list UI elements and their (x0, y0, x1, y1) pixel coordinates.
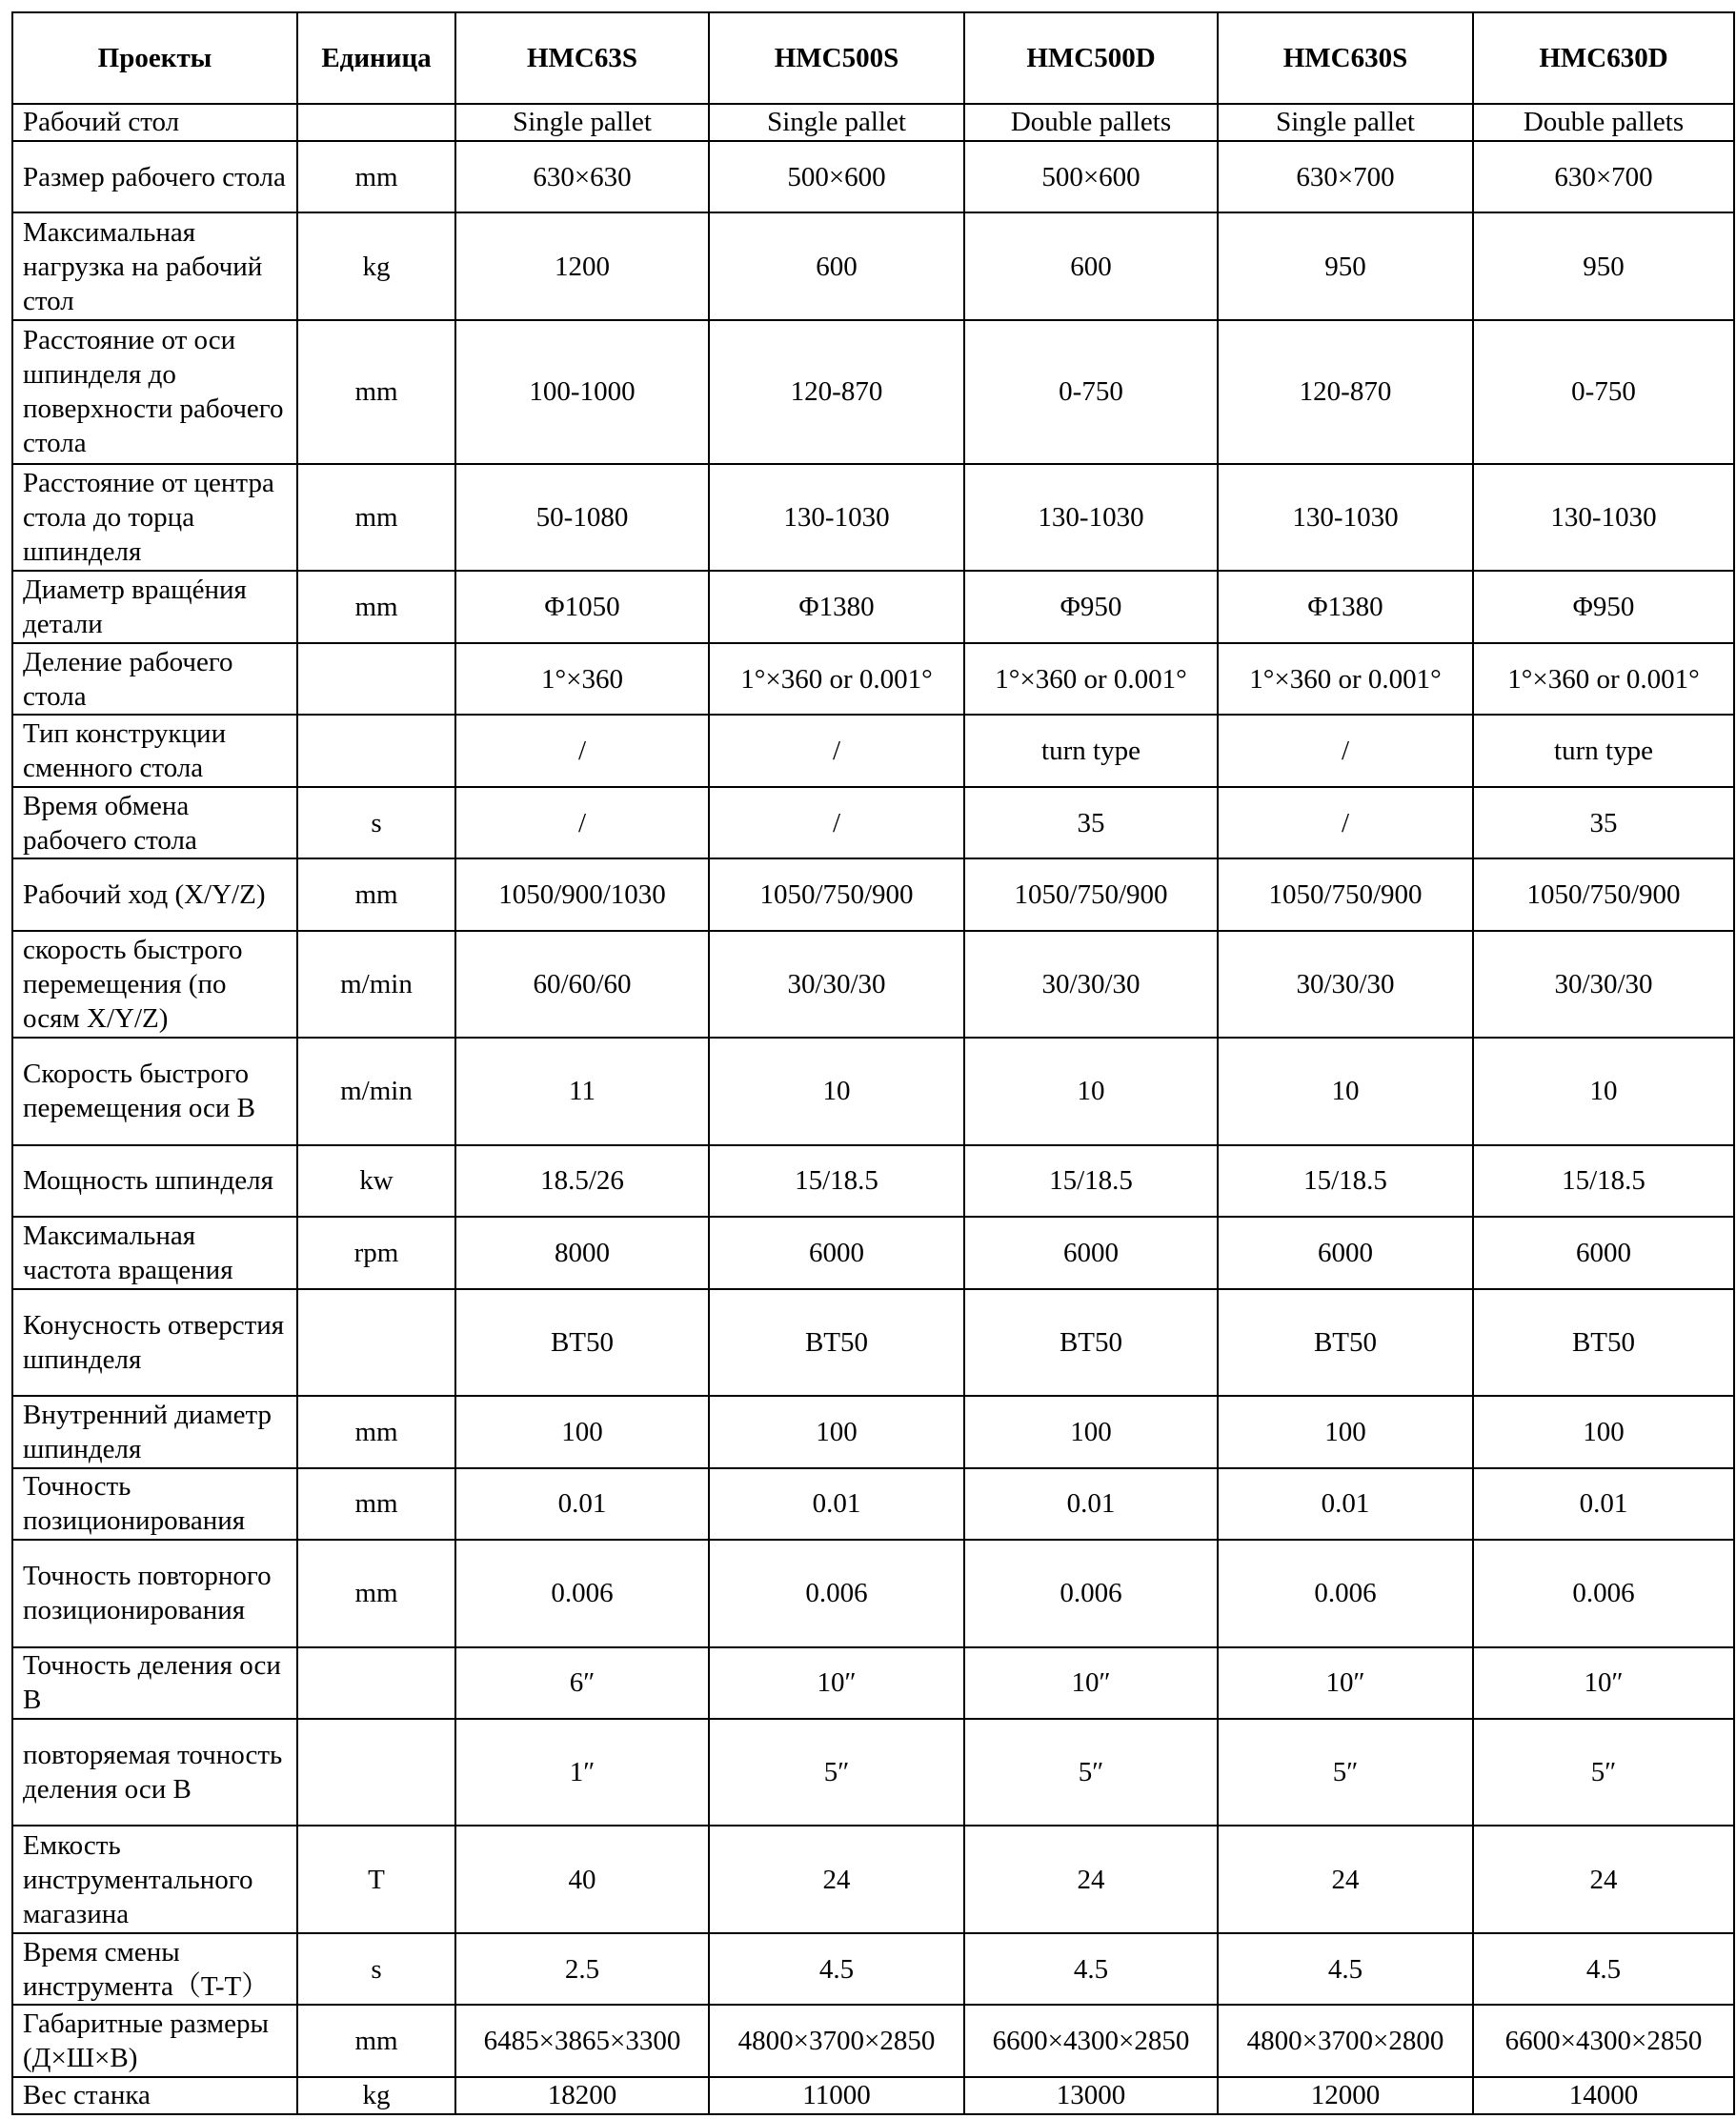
param-cell: Диаметр вращéния детали (12, 571, 297, 643)
table-row (12, 1719, 1734, 1826)
value-cell: 10 (1218, 1038, 1473, 1144)
value-cell: 15/18.5 (1473, 1145, 1734, 1218)
value-cell: 6000 (1218, 1217, 1473, 1289)
unit-cell (297, 1647, 455, 1720)
value-cell: 15/18.5 (1218, 1145, 1473, 1218)
value-cell: 4800×3700×2800 (1218, 2005, 1473, 2077)
unit-cell (297, 104, 455, 141)
param-cell: Точность позиционирования (12, 1468, 297, 1541)
value-cell: 600 (709, 212, 964, 319)
value-cell: 4.5 (1218, 1933, 1473, 2006)
value-cell: 130-1030 (1218, 464, 1473, 571)
table-row (12, 1933, 1734, 2006)
value-cell: 30/30/30 (1473, 931, 1734, 1038)
value-cell: 120-870 (1218, 320, 1473, 464)
value-cell: 10″ (1473, 1647, 1734, 1720)
value-cell: 30/30/30 (964, 931, 1218, 1038)
unit-cell: mm (297, 141, 455, 213)
table-row (12, 1396, 1734, 1468)
header-cell: HMC500D (964, 12, 1218, 104)
table-row (12, 2077, 1734, 2114)
value-cell: 4.5 (964, 1933, 1218, 2006)
value-cell: 130-1030 (964, 464, 1218, 571)
unit-cell: mm (297, 320, 455, 464)
value-cell: 5″ (1473, 1719, 1734, 1826)
value-cell: 13000 (964, 2077, 1218, 2114)
param-cell: Расстояние от оси шпинделя до поверхности рабочего стола (12, 320, 297, 464)
value-cell: Double pallets (1473, 104, 1734, 141)
value-cell: 30/30/30 (709, 931, 964, 1038)
table-row (12, 1289, 1734, 1396)
unit-cell: mm (297, 464, 455, 571)
value-cell: 0.01 (964, 1468, 1218, 1541)
value-cell: Φ1380 (1218, 571, 1473, 643)
value-cell: 10 (1473, 1038, 1734, 1144)
table-row (12, 1647, 1734, 1720)
value-cell: 6485×3865×3300 (455, 2005, 709, 2077)
unit-cell: s (297, 787, 455, 859)
unit-cell: mm (297, 1396, 455, 1468)
value-cell: 0.006 (709, 1540, 964, 1646)
value-cell: 6000 (1473, 1217, 1734, 1289)
value-cell: 15/18.5 (964, 1145, 1218, 1218)
value-cell: / (455, 787, 709, 859)
table-row (12, 1217, 1734, 1289)
param-cell: Мощность шпинделя (12, 1145, 297, 1218)
param-cell: Время обмена рабочего стола (12, 787, 297, 859)
table-row (12, 571, 1734, 643)
value-cell: 1°×360 or 0.001° (1218, 643, 1473, 716)
unit-cell (297, 1719, 455, 1826)
value-cell: 630×700 (1218, 141, 1473, 213)
value-cell: Single pallet (709, 104, 964, 141)
unit-cell: T (297, 1826, 455, 1932)
header-row (12, 12, 1734, 104)
value-cell: 12000 (1218, 2077, 1473, 2114)
value-cell: 11 (455, 1038, 709, 1144)
value-cell: 1°×360 or 0.001° (964, 643, 1218, 716)
value-cell: 950 (1218, 212, 1473, 319)
header-cell: Проекты (12, 12, 297, 104)
param-cell: Рабочий ход (X/Y/Z) (12, 858, 297, 931)
value-cell: 10 (709, 1038, 964, 1144)
unit-cell: kg (297, 212, 455, 319)
value-cell: 130-1030 (709, 464, 964, 571)
value-cell: 8000 (455, 1217, 709, 1289)
param-cell: Максимальная частота вращения (12, 1217, 297, 1289)
value-cell: BT50 (455, 1289, 709, 1396)
value-cell: / (455, 715, 709, 787)
value-cell: 5″ (964, 1719, 1218, 1826)
value-cell: 100 (455, 1396, 709, 1468)
spec-table (11, 11, 1735, 2115)
table-row (12, 1038, 1734, 1144)
value-cell: 1050/750/900 (964, 858, 1218, 931)
param-cell: Рабочий стол (12, 104, 297, 141)
value-cell: 6000 (709, 1217, 964, 1289)
table-row (12, 464, 1734, 571)
value-cell: 100 (709, 1396, 964, 1468)
value-cell: 0-750 (1473, 320, 1734, 464)
unit-cell: m/min (297, 931, 455, 1038)
value-cell: 1050/750/900 (1473, 858, 1734, 931)
param-cell: Максимальная нагрузка на рабочий стол (12, 212, 297, 319)
value-cell: 18.5/26 (455, 1145, 709, 1218)
param-cell: скорость быстрого перемещения (по осям X/Y/Z) (12, 931, 297, 1038)
value-cell: 500×600 (709, 141, 964, 213)
unit-cell: m/min (297, 1038, 455, 1144)
table-row (12, 104, 1734, 141)
value-cell: 0.006 (964, 1540, 1218, 1646)
param-cell: Точность деления оси B (12, 1647, 297, 1720)
table-row (12, 141, 1734, 213)
value-cell: 630×700 (1473, 141, 1734, 213)
unit-cell: mm (297, 1540, 455, 1646)
unit-cell: rpm (297, 1217, 455, 1289)
unit-cell (297, 643, 455, 716)
param-cell: Емкость инструментального магазина (12, 1826, 297, 1932)
header-cell: HMC63S (455, 12, 709, 104)
param-cell: Размер рабочего стола (12, 141, 297, 213)
value-cell: 1°×360 (455, 643, 709, 716)
table-row (12, 1826, 1734, 1932)
value-cell: 50-1080 (455, 464, 709, 571)
table-row (12, 931, 1734, 1038)
value-cell: 1050/900/1030 (455, 858, 709, 931)
value-cell: 0.006 (1218, 1540, 1473, 1646)
table-row (12, 320, 1734, 464)
unit-cell: mm (297, 1468, 455, 1541)
value-cell: 30/30/30 (1218, 931, 1473, 1038)
value-cell: 24 (1218, 1826, 1473, 1932)
table-row (12, 1145, 1734, 1218)
unit-cell: kg (297, 2077, 455, 2114)
value-cell: 18200 (455, 2077, 709, 2114)
param-cell: повторяемая точность деления оси B (12, 1719, 297, 1826)
value-cell: Φ1380 (709, 571, 964, 643)
value-cell: 100 (964, 1396, 1218, 1468)
table-row (12, 1468, 1734, 1541)
table-row (12, 212, 1734, 319)
header-cell: HMC500S (709, 12, 964, 104)
value-cell: 35 (964, 787, 1218, 859)
value-cell: 0.006 (455, 1540, 709, 1646)
param-cell: Точность повторного позиционирования (12, 1540, 297, 1646)
table-row (12, 858, 1734, 931)
param-cell: Вес станка (12, 2077, 297, 2114)
unit-cell (297, 1289, 455, 1396)
param-cell: Тип конструкции сменного стола (12, 715, 297, 787)
value-cell: 5″ (1218, 1719, 1473, 1826)
value-cell: 1200 (455, 212, 709, 319)
unit-cell: mm (297, 571, 455, 643)
param-cell: Время смены инструмента（T-T） (12, 1933, 297, 2006)
value-cell: 0-750 (964, 320, 1218, 464)
value-cell: Single pallet (1218, 104, 1473, 141)
value-cell: 6600×4300×2850 (964, 2005, 1218, 2077)
value-cell: 14000 (1473, 2077, 1734, 2114)
value-cell: / (709, 715, 964, 787)
value-cell: BT50 (1218, 1289, 1473, 1396)
value-cell: 6000 (964, 1217, 1218, 1289)
value-cell: 40 (455, 1826, 709, 1932)
value-cell: turn type (1473, 715, 1734, 787)
value-cell: 4.5 (709, 1933, 964, 2006)
value-cell: 0.01 (1473, 1468, 1734, 1541)
param-cell: Габаритные размеры (Д×Ш×В) (12, 2005, 297, 2077)
value-cell: Double pallets (964, 104, 1218, 141)
param-cell: Расстояние от центра стола до торца шпинделя (12, 464, 297, 571)
value-cell: 100 (1473, 1396, 1734, 1468)
value-cell: / (709, 787, 964, 859)
value-cell: 24 (1473, 1826, 1734, 1932)
param-cell: Скорость быстрого перемещения оси B (12, 1038, 297, 1144)
header-cell: HMC630D (1473, 12, 1734, 104)
header-cell: HMC630S (1218, 12, 1473, 104)
value-cell: 1″ (455, 1719, 709, 1826)
value-cell: 1050/750/900 (1218, 858, 1473, 931)
table-row (12, 1540, 1734, 1646)
unit-cell: s (297, 1933, 455, 2006)
unit-cell: mm (297, 2005, 455, 2077)
value-cell: 1°×360 or 0.001° (709, 643, 964, 716)
value-cell: 950 (1473, 212, 1734, 319)
value-cell: Φ950 (964, 571, 1218, 643)
value-cell: 100-1000 (455, 320, 709, 464)
value-cell: 6″ (455, 1647, 709, 1720)
value-cell: 60/60/60 (455, 931, 709, 1038)
table-row (12, 643, 1734, 716)
value-cell: BT50 (1473, 1289, 1734, 1396)
header-cell: Единица (297, 12, 455, 104)
value-cell: / (1218, 787, 1473, 859)
value-cell: Single pallet (455, 104, 709, 141)
value-cell: 130-1030 (1473, 464, 1734, 571)
value-cell: 0.01 (709, 1468, 964, 1541)
value-cell: / (1218, 715, 1473, 787)
unit-cell (297, 715, 455, 787)
table-row (12, 2005, 1734, 2077)
value-cell: BT50 (964, 1289, 1218, 1396)
value-cell: 630×630 (455, 141, 709, 213)
value-cell: 10″ (709, 1647, 964, 1720)
value-cell: 120-870 (709, 320, 964, 464)
value-cell: 1050/750/900 (709, 858, 964, 931)
value-cell: 4.5 (1473, 1933, 1734, 2006)
value-cell: turn type (964, 715, 1218, 787)
value-cell: Φ950 (1473, 571, 1734, 643)
unit-cell: kw (297, 1145, 455, 1218)
value-cell: 600 (964, 212, 1218, 319)
unit-cell: mm (297, 858, 455, 931)
table-row (12, 715, 1734, 787)
value-cell: 100 (1218, 1396, 1473, 1468)
value-cell: 0.006 (1473, 1540, 1734, 1646)
param-cell: Деление рабочего стола (12, 643, 297, 716)
value-cell: Φ1050 (455, 571, 709, 643)
value-cell: 10″ (964, 1647, 1218, 1720)
value-cell: 0.01 (455, 1468, 709, 1541)
table-row (12, 787, 1734, 859)
value-cell: 6600×4300×2850 (1473, 2005, 1734, 2077)
value-cell: 10″ (1218, 1647, 1473, 1720)
value-cell: BT50 (709, 1289, 964, 1396)
value-cell: 5″ (709, 1719, 964, 1826)
value-cell: 1°×360 or 0.001° (1473, 643, 1734, 716)
table-body (12, 104, 1734, 2114)
value-cell: 0.01 (1218, 1468, 1473, 1541)
value-cell: 24 (964, 1826, 1218, 1932)
value-cell: 15/18.5 (709, 1145, 964, 1218)
param-cell: Внутренний диаметр шпинделя (12, 1396, 297, 1468)
param-cell: Конусность отверстия шпинделя (12, 1289, 297, 1396)
value-cell: 2.5 (455, 1933, 709, 2006)
value-cell: 24 (709, 1826, 964, 1932)
value-cell: 11000 (709, 2077, 964, 2114)
value-cell: 4800×3700×2850 (709, 2005, 964, 2077)
value-cell: 10 (964, 1038, 1218, 1144)
value-cell: 500×600 (964, 141, 1218, 213)
value-cell: 35 (1473, 787, 1734, 859)
